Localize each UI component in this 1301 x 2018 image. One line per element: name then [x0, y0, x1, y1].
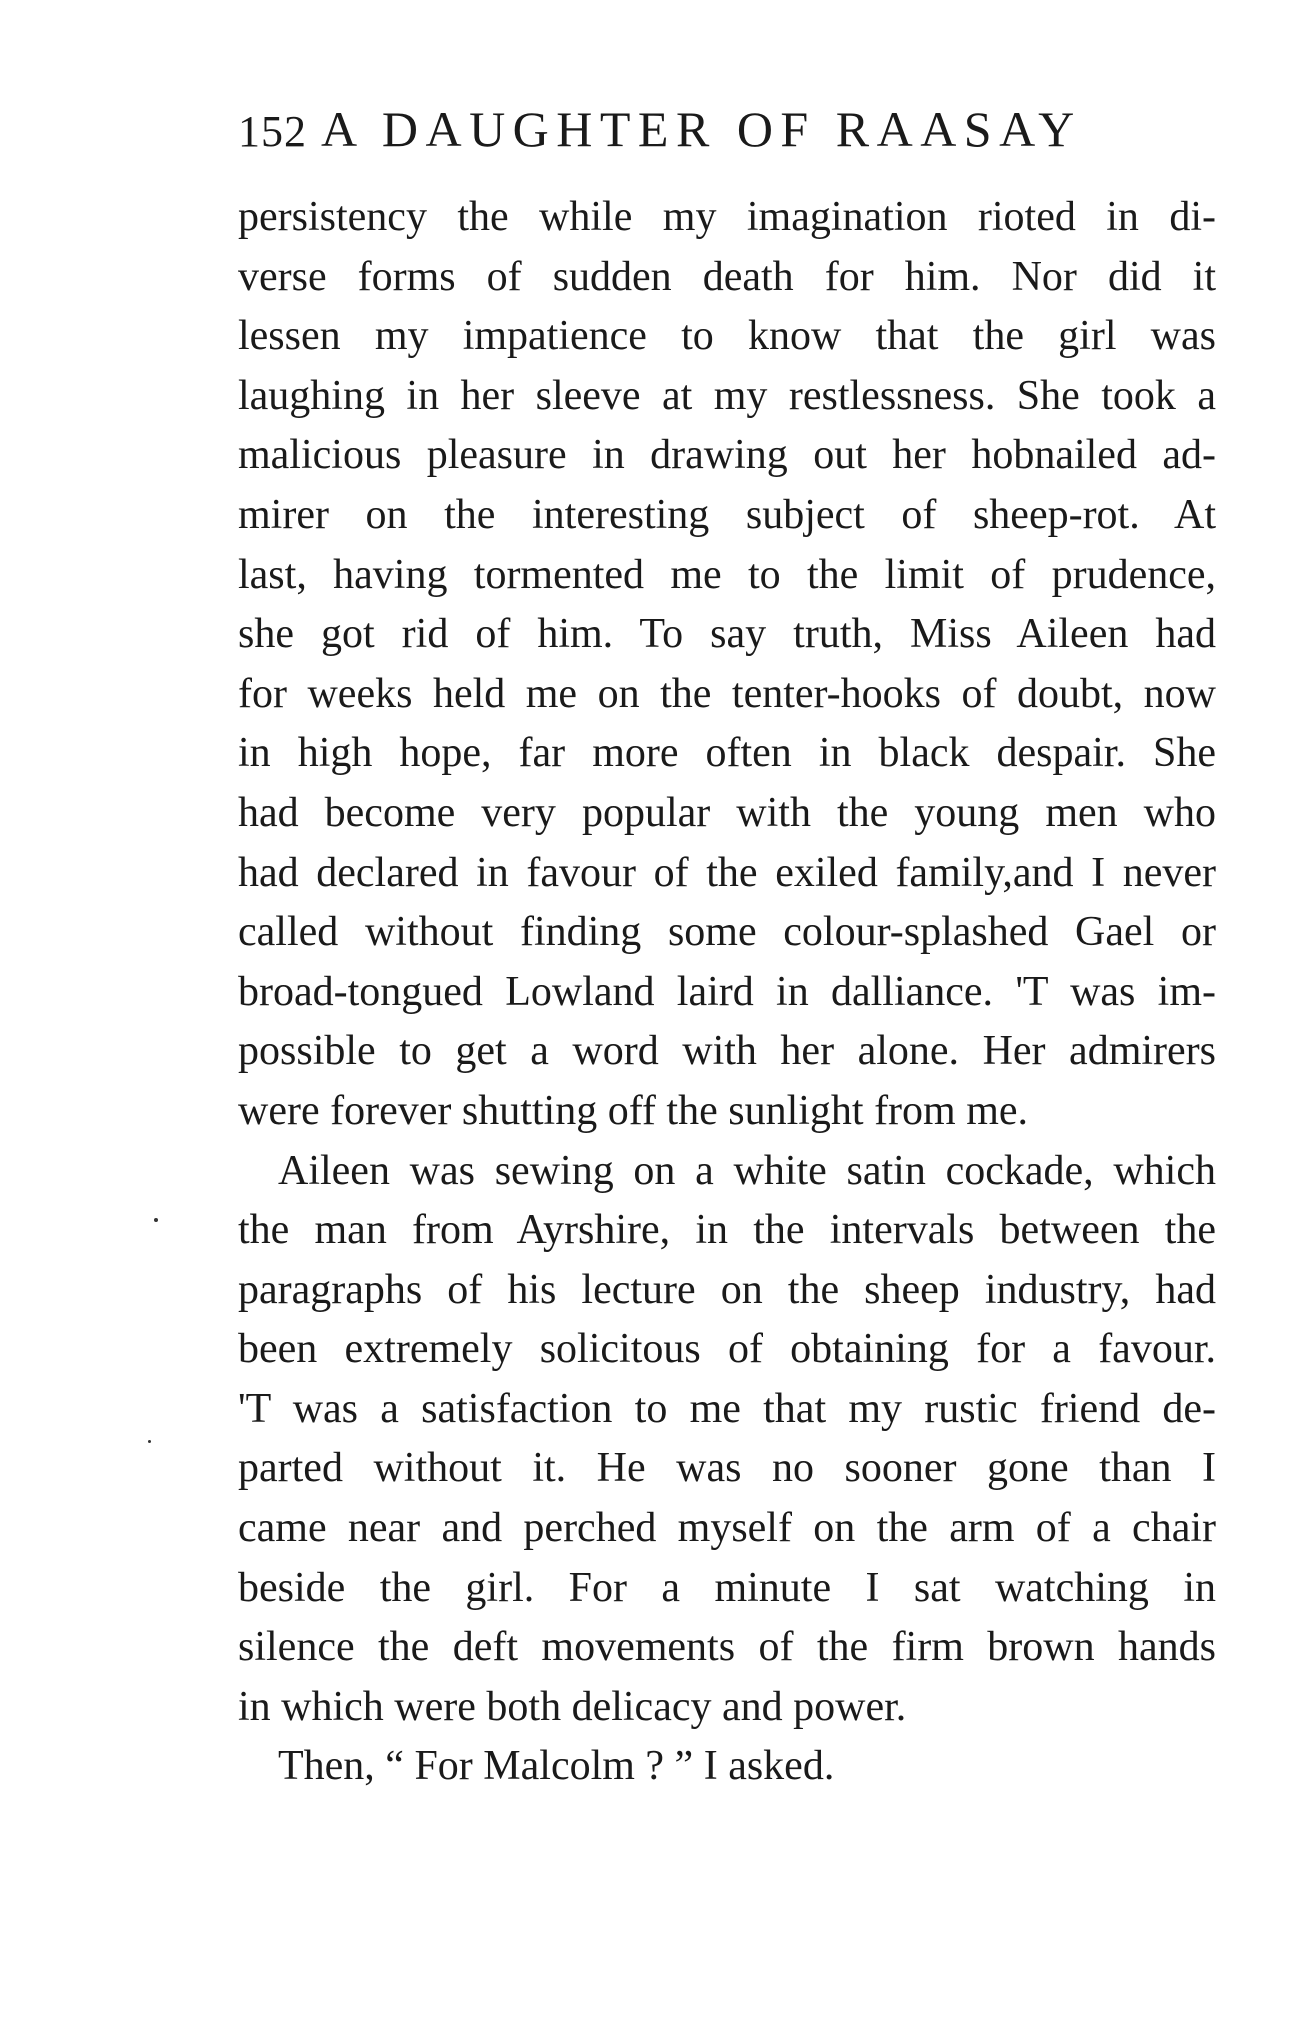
- paragraph: [238, 1737, 1216, 1797]
- text-line: malicious pleasure in drawing out her hobnailed ad-: [238, 432, 1216, 479]
- text-line: mirer on the interesting subject of sheep-rot. At: [238, 491, 1216, 538]
- running-title: A DAUGHTER OF RAASAY: [321, 101, 1082, 157]
- text-line: she got rid of him. To say truth, Miss Aileen had: [238, 611, 1216, 658]
- body-text: [238, 188, 1216, 1797]
- paragraph: [238, 1142, 1216, 1738]
- text-line: 'T was a satisfaction to me that my rustic friend de-: [238, 1385, 1216, 1432]
- text-line: in high hope, far more often in black despair. She: [238, 730, 1216, 777]
- text-line: laughing in her sleeve at my restlessness. She took a: [238, 372, 1216, 419]
- text-line: paragraphs of his lecture on the sheep industry, had: [238, 1266, 1216, 1313]
- text-line: called without finding some colour-splashed Gael or: [238, 909, 1216, 956]
- text-line: came near and perched myself on the arm of a chair: [238, 1505, 1216, 1552]
- text-line: been extremely solicitous of obtaining for a favour.: [238, 1326, 1216, 1373]
- text-line: persistency the while my imagination rioted in di-: [238, 194, 1216, 240]
- text-line: broad-tongued Lowland laird in dalliance. 'T was im-: [238, 968, 1216, 1015]
- page-number: 152: [238, 107, 307, 156]
- text-line: Aileen was sewing on a white satin cockade, which: [278, 1147, 1216, 1194]
- margin-speck: [148, 1440, 151, 1443]
- text-line: had become very popular with the young men who: [238, 789, 1216, 836]
- text-line: beside the girl. For a minute I sat watching in: [238, 1564, 1216, 1611]
- text-line: had declared in favour of the exiled family,and I never: [238, 849, 1216, 896]
- text-line: silence the deft movements of the firm brown hands: [238, 1624, 1216, 1671]
- paragraph: [238, 188, 1216, 1142]
- text-line: were forever shutting off the sunlight from me.: [238, 1087, 1029, 1134]
- text-line: possible to get a word with her alone. Her admirers: [238, 1028, 1216, 1075]
- margin-speck: [154, 1218, 158, 1222]
- text-line: last, having tormented me to the limit of prudence,: [238, 551, 1216, 598]
- text-line: lessen my impatience to know that the girl was: [238, 313, 1216, 360]
- text-line: in which were both delicacy and power.: [238, 1683, 907, 1730]
- text-line: the man from Ayrshire, in the intervals between the: [238, 1207, 1216, 1254]
- text-line: Then, “ For Malcolm ? ” I asked.: [278, 1743, 835, 1790]
- running-head: [238, 100, 1198, 180]
- text-line: parted without it. He was no sooner gone than I: [238, 1445, 1216, 1492]
- text-line: for weeks held me on the tenter-hooks of doubt, now: [238, 670, 1216, 717]
- text-line: verse forms of sudden death for him. Nor did it: [238, 253, 1216, 300]
